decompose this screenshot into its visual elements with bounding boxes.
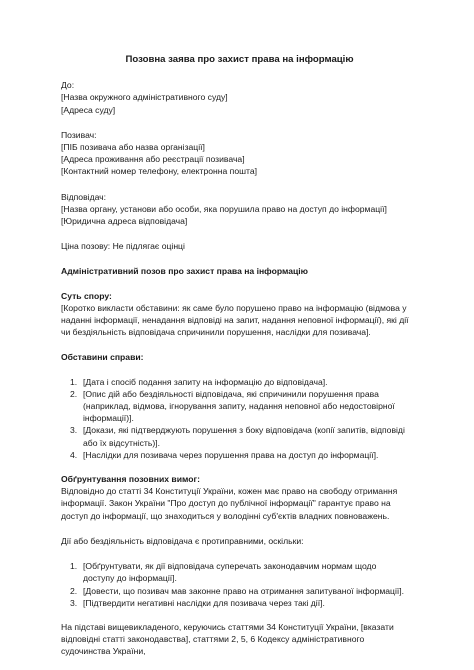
list-number: 1. [70,561,78,572]
court-block [61,79,418,116]
dispute-section [61,290,418,339]
defendant-label: Відповідач: [61,191,107,202]
document-title: Позовна заява про захист права на інформацію [125,54,354,65]
court-address: [Адреса суду] [61,104,116,115]
list-item [61,560,418,584]
plaintiff-address: [Адреса проживання або реєстрації позивача] [61,154,245,165]
circumstances-list [61,376,418,461]
grounds-heading: Обґрунтування позовних вимог: [61,474,200,485]
to-label: До: [61,80,75,91]
defendant-block [61,191,418,228]
defendant-address: [Юридична адреса відповідача] [61,216,188,227]
list-item [61,449,418,461]
list-number: 2. [70,388,78,399]
grounds-line: доступ до інформації, що знаходиться у володінні суб'єктів владних повноважень. [61,510,390,521]
claim-title: Адміністративний позов про захист права на інформацію [61,266,308,277]
court-name: [Назва окружного адміністративного суду] [61,92,228,103]
list-item-line: інформації)]. [83,413,134,424]
basis-paragraph [61,621,418,658]
basis-line: відповідні статті законодавства], статтями 2, 5, 6 Кодексу адміністративного [61,634,365,645]
list-number: 1. [70,376,78,387]
plaintiff-label: Позивач: [61,129,97,140]
list-number: 3. [70,597,78,608]
list-number: 2. [70,585,78,596]
list-item [61,376,418,388]
grounds-line: Відповідно до статті 34 Конституції України, кожен має право на свободу отримання [61,486,398,497]
defendant-name: [Назва органу, установи або особи, яка порушила право на доступ до інформації] [61,203,387,214]
unlawful-intro: Дії або бездіяльність відповідача є протиправними, оскільки: [61,535,304,546]
dispute-line: чи бездіяльність відповідача спричинили порушення, наслідки для позивача]. [61,327,371,338]
list-item-line: [Обґрунтувати, як дії відповідача суперечать законодавчим нормам щодо [83,561,377,572]
grounds-line: інформації. Закон України "Про доступ до публічної інформації" гарантує право на [61,498,391,509]
list-item-line: [Докази, які підтверджують порушення з боку відповідача (копії запитів, відповіді [83,425,405,436]
list-item [61,388,418,425]
basis-line: судочинства України, [61,646,146,657]
list-item [61,585,418,597]
list-item [61,424,418,448]
list-number: 4. [70,449,78,460]
list-item-line: [Наслідки для позивача через порушення права на доступ до інформації]. [83,449,379,460]
plaintiff-name: [ПІБ позивача або назва організації] [61,142,205,153]
list-item-line: [Опис дій або бездіяльності відповідача, які спричинили порушення права [83,388,379,399]
plaintiff-contacts: [Контактний номер телефону, електронна пошта] [61,166,258,177]
dispute-line: наданні інформації, ненадання відповіді на запит, надання неповної інформації), які дії [61,315,409,326]
plaintiff-block [61,129,418,178]
grounds-list [61,560,418,609]
list-item-line: [Довести, що позивач мав законне право на отримання запитуваної інформації]. [83,585,405,596]
list-item-line: (наприклад, відмова, ігнорування запиту, надання неповної або недостовірної [83,401,395,412]
list-item-line: [Підтвердити негативні наслідки для позивача через такі дії]. [83,597,325,608]
list-number: 3. [70,425,78,436]
dispute-heading: Суть спору: [61,290,112,301]
circumstances-heading: Обставини справи: [61,352,144,363]
claim-price: Ціна позову: Не підлягає оцінці [61,241,185,252]
dispute-line: [Коротко викласти обставини: як саме було порушено право на інформацію (відмова у [61,302,407,313]
basis-line: На підставі вищевикладеного, керуючись статтями 34 Конституції України, [вказати [61,621,394,632]
list-item [61,597,418,609]
grounds-section [61,473,418,522]
list-item-line: або їх відсутність)]. [83,437,160,448]
list-item-line: [Дата і спосіб подання запиту на інформацію до відповідача]. [83,376,328,387]
list-item-line: доступу до інформації]. [83,573,177,584]
